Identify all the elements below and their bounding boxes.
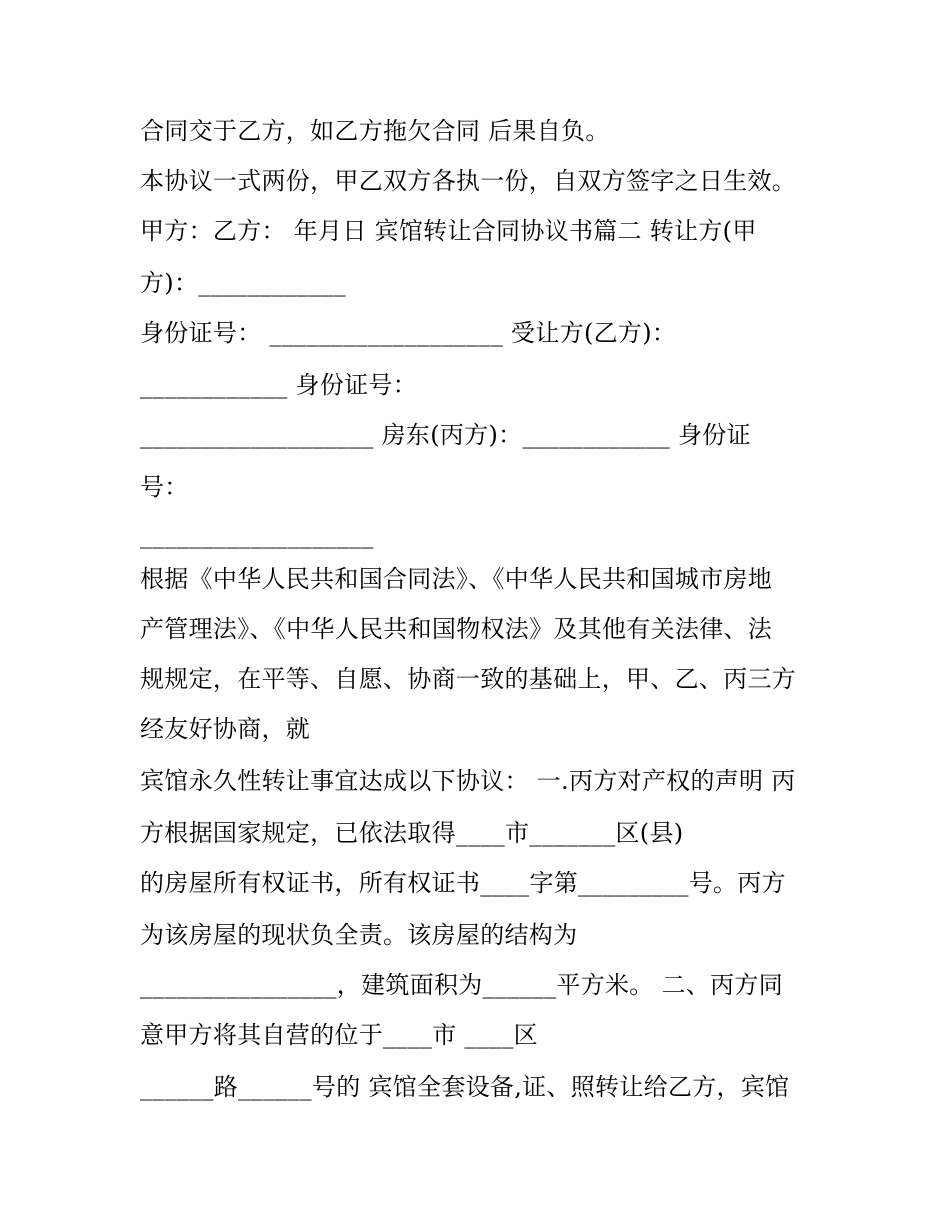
- text-line: 的房屋所有权证书，所有权证书____字第_________号。丙方: [140, 869, 786, 897]
- text-line: 合同交于乙方，如乙方拖欠合同 后果自负。: [140, 117, 610, 145]
- text-line: ________________，建筑面积为______平方米。 二、丙方同: [140, 971, 784, 999]
- text-line: 为该房屋的现状负全责。该房屋的结构为: [140, 921, 578, 949]
- text-line: 甲方：乙方： 年月日 宾馆转让合同协议书篇二 转让方(甲: [140, 217, 757, 245]
- text-line: 意甲方将其自营的位于____市 ____区: [140, 1021, 538, 1049]
- text-line: 产管理法》、《中华人民共和国物权法》及其他有关法律、法: [140, 615, 773, 643]
- text-line: ___________________ 房东(丙方)：____________ 身份证: [140, 421, 751, 449]
- text-line: 宾馆永久性转让事宜达成以下协议： 一.丙方对产权的声明 丙: [140, 767, 796, 795]
- text-line: ___________________: [140, 521, 374, 549]
- text-line: 经友好协商，就: [140, 715, 311, 743]
- text-line: 根据《中华人民共和国合同法》、《中华人民共和国城市房地: [140, 565, 773, 593]
- text-line: 号：: [140, 473, 189, 501]
- text-line: ______路______号的 宾馆全套设备,证、照转让给乙方，宾馆: [140, 1073, 790, 1101]
- text-line: 规规定，在平等、自愿、协商一致的基础上，甲、乙、丙三方: [140, 665, 797, 693]
- text-line: 本协议一式两份，甲乙双方各执一份，自双方签字之日生效。: [140, 167, 797, 195]
- text-line: 方根据国家规定，已依法取得____市_______区(县): [140, 819, 684, 847]
- text-line: ____________ 身份证号：: [140, 371, 418, 399]
- text-line: 方)：____________: [140, 269, 346, 297]
- text-line: 身份证号： ___________________ 受让方(乙方)：: [140, 319, 677, 347]
